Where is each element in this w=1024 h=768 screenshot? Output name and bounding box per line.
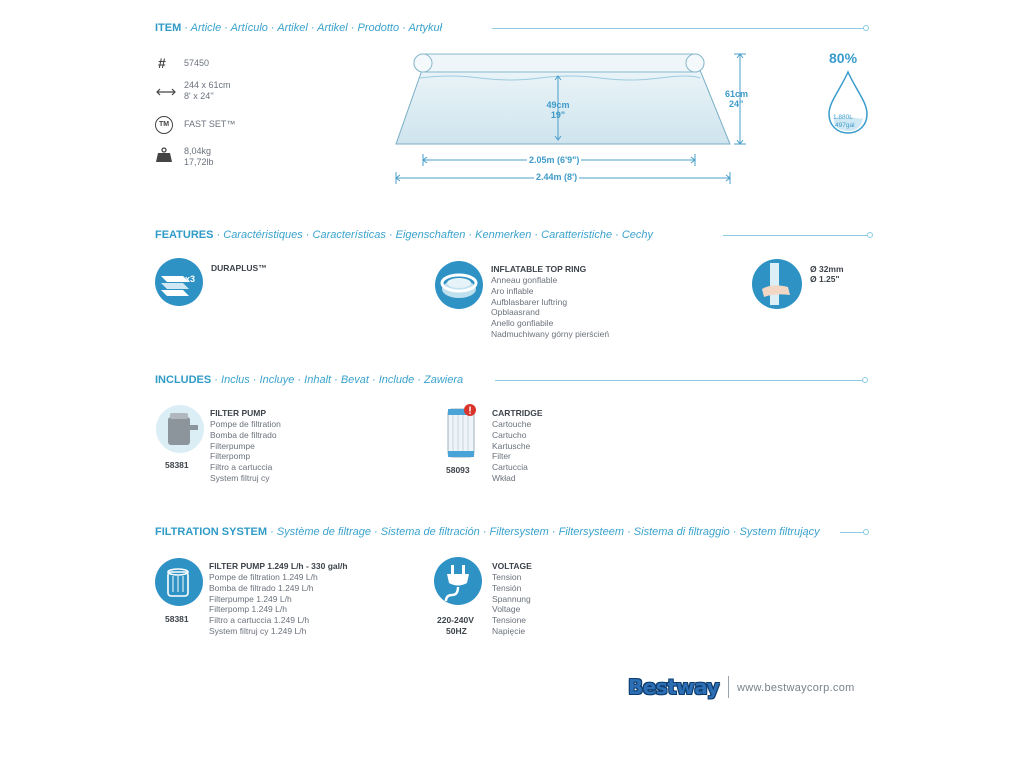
water-depth-cm: 49cm [546, 100, 570, 110]
pool-height-cm: 61cm [725, 89, 749, 99]
include-cartridge-translations: Cartouche Cartucho Kartusche Filter Cartuccia Wkład [492, 419, 532, 483]
voltage-title: VOLTAGE [492, 561, 532, 571]
footer-divider [728, 676, 729, 698]
item-frame-type: FAST SET™ [184, 119, 236, 129]
frequency-value: 50HZ [446, 626, 467, 636]
power-plug-icon [434, 557, 482, 605]
filter-pump-icon [156, 405, 204, 453]
includes-section-title: INCLUDES · Inclus · Incluye · Inhalt · Bevat · Include · Zawiera [155, 374, 464, 386]
filtration-pump-code: 58381 [165, 614, 189, 624]
section-rule-end [863, 529, 869, 535]
frame-pipe-icon [752, 259, 802, 309]
voltage-value: 220-240V [437, 615, 474, 625]
base-diameter: 2.05m (6'9") [529, 155, 580, 165]
filter-pump-outline-icon [155, 558, 203, 606]
section-rule [492, 28, 864, 29]
item-size-metric: 244 x 61cm [184, 80, 231, 90]
bestway-logo: Bestway [628, 675, 720, 699]
section-rule [495, 380, 863, 381]
section-rule [840, 532, 864, 533]
include-pump-translations: Pompe de filtration Bomba de filtrado Filterpumpe Filterpomp Filtro a cartuccia System filtruj cy [210, 419, 281, 483]
include-cartridge-title: CARTRIDGE [492, 408, 543, 418]
filtration-pump-translations: Pompe de filtration 1.249 L/h Bomba de filtrado 1.249 L/h Filterpumpe 1.249 L/h Filterpomp 1.249 L/h Filtro a cartuccia 1.249 L/h System filtruj cy 1.249 L/h [209, 572, 318, 636]
include-pump-code: 58381 [165, 460, 189, 470]
filtration-pump-title: FILTER PUMP 1.249 L/h - 330 gal/h [209, 561, 348, 571]
include-pump-title: FILTER PUMP [210, 408, 267, 418]
cartridge-icon [444, 403, 480, 461]
ring-translations: Anneau gonflable Aro inflable Aufblasbarer luftring Opblaasrand Anello gonfiabile Nadmuchiwany górny pierścień [491, 275, 610, 339]
item-weight-kg: 8,04kg [184, 146, 212, 156]
filtration-section-title: FILTRATION SYSTEM · Système de filtrage · Sistema de filtración · Filtersystem · Filtersysteem · Sistema di filtraggio · System filtrujący [155, 526, 820, 538]
section-rule-end [862, 377, 868, 383]
volume-gallons: 497gal [835, 122, 855, 129]
water-depth-in: 19" [550, 110, 566, 120]
inflatable-ring-icon [435, 261, 483, 309]
voltage-translations: Tension Tensión Spannung Voltage Tensione Napięcie [492, 572, 531, 636]
item-size-imperial: 8' x 24'' [184, 91, 214, 101]
trademark-icon: TM [155, 116, 173, 134]
section-rule-end [867, 232, 873, 238]
features-section-title: FEATURES · Caractéristiques · Características · Eigenschaften · Kenmerken · Caratteristiche · Cechy [155, 229, 654, 241]
pool-height-in: 24" [729, 99, 744, 109]
hash-icon: # [158, 55, 166, 71]
fill-percent: 80% [829, 50, 858, 66]
top-diameter: 2.44m (8') [536, 172, 578, 182]
pipe-diameter-in: Ø 1.25" [810, 274, 840, 284]
volume-liters: 1.880L [833, 114, 853, 121]
section-rule [723, 235, 869, 236]
item-weight-lb: 17,72lb [184, 157, 214, 167]
item-section-title: ITEM · Article · Artículo · Artikel · Artikel · Prodotto · Artykuł [155, 22, 443, 34]
include-cartridge-code: 58093 [446, 465, 470, 475]
weight-icon [155, 147, 173, 168]
duraplus-x3-label: x3 [185, 274, 196, 284]
item-code: 57450 [184, 58, 210, 68]
section-rule-end [863, 25, 869, 31]
size-arrows-icon [155, 84, 177, 102]
pipe-diameter-mm: Ø 32mm [810, 264, 844, 274]
duraplus-layers-icon [155, 258, 203, 306]
duraplus-label: DURAPLUS™ [211, 263, 267, 273]
ring-title: INFLATABLE TOP RING [491, 264, 587, 274]
website-link[interactable]: www.bestwaycorp.com [737, 682, 855, 694]
